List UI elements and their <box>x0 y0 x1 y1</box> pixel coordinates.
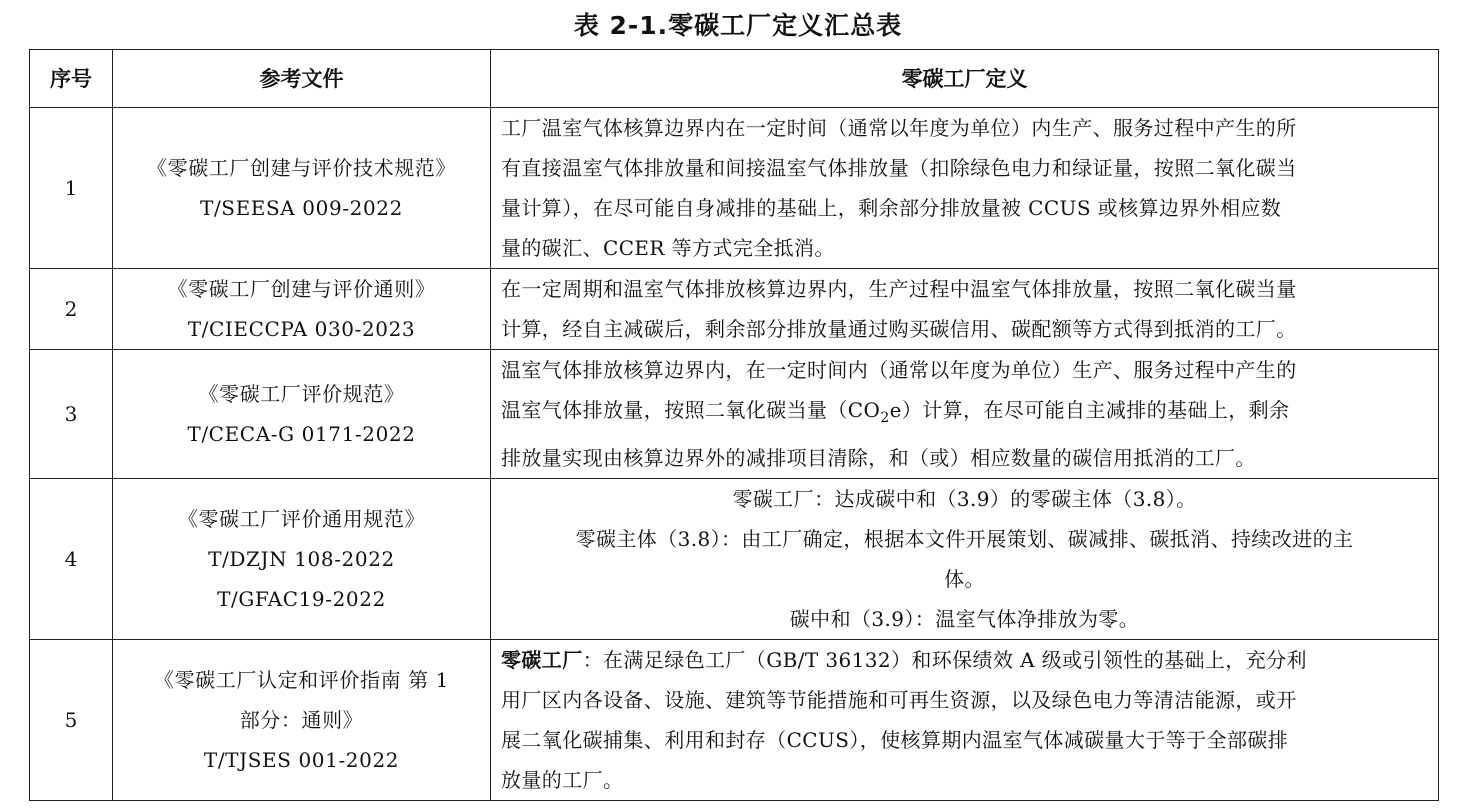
file-code: T/GFAC19-2022 <box>217 587 386 611</box>
reference-file <box>113 269 491 350</box>
definition-line: 量的碳汇、CCER 等方式完全抵消。 <box>501 236 835 260</box>
definition-line: 放量的工厂。 <box>501 768 624 792</box>
file-code: T/DZJN 108-2022 <box>208 547 395 571</box>
definition-line: 体。 <box>944 567 985 591</box>
definition-line: 排放量实现由核算边界外的减排项目清除，和（或）相应数量的碳信用抵消的工厂。 <box>501 446 1256 470</box>
header-row <box>30 50 1439 108</box>
definition-line <box>501 390 1428 438</box>
definition-text <box>491 269 1439 350</box>
reference-file <box>113 350 491 479</box>
row-number: 5 <box>30 640 113 801</box>
file-code: T/CIECCPA 030-2023 <box>187 317 416 341</box>
definition-text <box>491 479 1439 640</box>
definition-line: 在一定周期和温室气体排放核算边界内，生产过程中温室气体排放量，按照二氧化碳当量 <box>501 277 1297 301</box>
reference-file <box>113 108 491 269</box>
table-row <box>30 269 1439 350</box>
definition-line: 零碳主体（3.8）：由工厂确定，根据本文件开展策划、碳减排、碳抵消、持续改进的主 <box>575 527 1354 551</box>
row-number: 3 <box>30 350 113 479</box>
subscript-2: 2 <box>880 410 890 426</box>
definition-text <box>491 108 1439 269</box>
table-title: 表 2-1.零碳工厂定义汇总表 <box>573 11 903 40</box>
file-code: T/SEESA 009-2022 <box>200 196 403 220</box>
file-title: 《零碳工厂创建与评价技术规范》 <box>147 156 456 180</box>
definition-line: 温室气体排放核算边界内，在一定时间内（通常以年度为单位）生产、服务过程中产生的 <box>501 358 1297 382</box>
definition-line: 有直接温室气体排放量和间接温室气体排放量（扣除绿色电力和绿证量，按照二氧化碳当 <box>501 156 1297 180</box>
row-number: 4 <box>30 479 113 640</box>
definition-lead-term: 零碳工厂 <box>501 648 583 672</box>
file-title: 《零碳工厂创建与评价通则》 <box>167 277 436 301</box>
table-row <box>30 479 1439 640</box>
definition-fragment: e）计算，在尽可能自主减排的基础上，剩余 <box>889 398 1290 422</box>
table-row <box>30 350 1439 479</box>
table-row <box>30 108 1439 269</box>
definition-line: 零碳工厂：达成碳中和（3.9）的零碳主体（3.8）。 <box>732 487 1197 511</box>
definition-fragment: ：在满足绿色工厂（GB/T 36132）和环保绩效 A 级或引领性的基础上，充分利 <box>582 648 1307 672</box>
row-number: 1 <box>30 108 113 269</box>
definition-line: 量计算），在尽可能自身减排的基础上，剩余部分排放量被 CCUS 或核算边界外相应数 <box>501 196 1282 220</box>
header-file: 参考文件 <box>113 50 491 108</box>
header-definition: 零碳工厂定义 <box>491 50 1439 108</box>
file-title: 《零碳工厂评价通用规范》 <box>177 507 426 531</box>
definition-text <box>491 350 1439 479</box>
table-row <box>30 640 1439 801</box>
definition-line: 展二氧化碳捕集、利用和封存（CCUS），使核算期内温室气体减碳量大于等于全部碳排 <box>501 728 1289 752</box>
file-code: T/TJSES 001-2022 <box>203 748 400 772</box>
definition-line: 计算，经自主减碳后，剩余部分排放量通过购买碳信用、碳配额等方式得到抵消的工厂。 <box>501 317 1297 341</box>
reference-file <box>113 640 491 801</box>
definition-line: 碳中和（3.9）：温室气体净排放为零。 <box>789 607 1140 631</box>
definition-line <box>501 640 1428 680</box>
file-title: 部分：通则》 <box>239 708 364 732</box>
file-title: 《零碳工厂认定和评价指南 第 1 <box>153 668 450 692</box>
file-code: T/CECA-G 0171-2022 <box>187 422 416 446</box>
reference-file <box>113 479 491 640</box>
definition-line: 工厂温室气体核算边界内在一定时间（通常以年度为单位）内生产、服务过程中产生的所 <box>501 116 1297 140</box>
row-number: 2 <box>30 269 113 350</box>
definition-table <box>29 49 1439 801</box>
definition-line: 用厂区内各设备、设施、建筑等节能措施和可再生资源，以及绿色电力等清洁能源，或开 <box>501 688 1297 712</box>
definition-text <box>491 640 1439 801</box>
definition-fragment: 温室气体排放量，按照二氧化碳当量（CO <box>501 398 881 422</box>
header-no: 序号 <box>30 50 113 108</box>
file-title: 《零碳工厂评价规范》 <box>198 382 405 406</box>
